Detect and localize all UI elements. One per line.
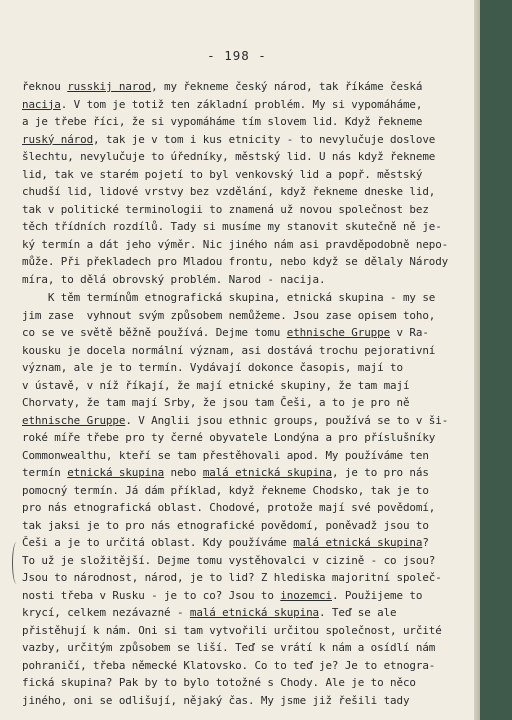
text-segment: jim zase vyhnout svým způsobem nemůžeme. Jsou zase opisem toho, [22,308,436,322]
underlined-term: etnická skupina [67,466,165,479]
text-segment: . V tom je totiž ten základní problém. My si vypomáháme, [60,97,423,111]
text-line [22,183,462,201]
margin-bracket-mark [12,542,21,584]
underlined-term: malá etnická skupina [293,536,423,549]
text-segment: řeknou [22,80,68,93]
text-line [22,113,462,131]
text-segment: co se ve světě běžně používá. Dejme tomu [22,326,287,339]
text-line [22,639,462,657]
text-segment: nebo [164,466,203,479]
text-segment: v ústavě, v níž říkají, že mají etnické skupiny, že tam mají [22,378,410,392]
text-segment: chudší lid, lidové vrstvy bez vzdělání, když řekneme dneske lid, [22,185,436,198]
underlined-term: russkij narod [67,80,152,93]
text-line [22,377,462,395]
text-line [22,166,462,184]
text-segment: , je to pro nás [331,466,429,479]
text-segment: pohraničí, třeba německé Klatovsko. Co to teď je? Je to etnogra- [22,658,436,672]
text-segment: Commonwealthu, kteří se tam přestěhovali apod. My používáme ten [22,448,429,462]
text-segment: v Ra- [390,326,429,339]
text-segment: pomocný termín. Já dám příklad, když řekneme Chodsko, tak je to [22,483,429,497]
underlined-term: ethnische Gruppe [286,326,391,339]
text-segment: . Teď se ale [319,606,397,619]
text-line [22,148,462,166]
text-segment: roké míře třebe pro ty černé obyvatele Londýna a pro příslušníky [22,431,436,444]
underlined-term: inozemci [280,588,332,602]
text-line [22,342,462,360]
text-segment: ký termín a dát jeho výměr. Nic jiného nám asi pravděpodobně nepo- [22,237,449,251]
text-segment: tak v politické terminologii to znamená už novou společnost bez [22,202,429,216]
text-line [22,692,462,710]
underlined-term: ethnische Gruppe [22,413,126,427]
text-segment: význam, ale je to termín. Vydávají dokonce časopis, mají to [22,361,403,374]
text-line [22,289,462,307]
text-line [22,447,462,465]
underlined-term: malá etnická skupina [189,606,320,619]
text-segment: nosti třeba v Rusku - je to co? Jsou to [22,588,281,602]
text-line [22,464,462,482]
text-line [22,482,462,500]
text-line [22,534,462,552]
text-line [22,552,462,570]
text-segment: šlechtu, nevylučuje to úředníky, městský lid. U nás když řekneme [22,150,436,163]
text-line [22,131,462,149]
text-segment: , tak je v tom i kus etnicity - to nevylučuje doslove [93,132,436,146]
text-segment: vazby, určitým způsobem se liší. Teď se vrátí k nám a osídlí nám [22,641,436,654]
text-line [22,622,462,640]
text-line [22,271,462,289]
text-segment: fická skupina? Pak by to bylo totožné s Chody. Ale je to něco [22,676,416,689]
text-line [22,517,462,535]
text-segment: krycí, celkem nezávazné - [22,606,190,619]
text-line [22,201,462,219]
text-segment: , my řekneme český národ, tak říkáme česká [151,80,423,93]
underlined-term: ruský národ [22,132,94,146]
text-line [22,412,462,430]
text-line [22,218,462,236]
text-segment: těch třídních rozdílů. Tady si musíme my stanovit skutečně ně je- [22,220,442,233]
text-line [22,657,462,675]
text-line [22,307,462,325]
text-line [22,394,462,412]
page-edge [474,0,480,720]
text-segment: přistěhují k nám. Oni si tam vytvořili určitou společnost, určité [22,623,442,637]
text-segment: termín [22,466,68,479]
text-segment: může. Při překladech pro Mladou frontu, nebo když se dělaly Národy [22,255,449,268]
paragraph-1 [22,78,462,288]
text-line [22,499,462,517]
text-line [22,253,462,271]
text-line [22,429,462,447]
underlined-term: nacija [22,97,61,111]
text-segment: jiného, oni se odlišují, nějaký čas. My jsme již řešili tady [22,693,410,707]
text-line [22,324,462,342]
text-segment: . V Anglii jsou ethnic groups, používá se to v ši- [125,413,449,427]
text-line [22,569,462,587]
text-segment: a je třebe říci, že si vypomáháme tím slovem lid. Když řekneme [22,115,423,128]
text-line [22,236,462,254]
text-segment: tak jaksi je to pro nás etnografické povědomí, poněvadž jsou to [22,518,429,532]
page-number: - 198 - [207,48,267,63]
text-line [22,604,462,622]
text-segment: Jsou to národnost, národ, je to lid? Z hlediska majoritní společ- [22,571,442,584]
text-segment: K těm termínům etnografická skupina, etnická skupina - my se [22,291,436,304]
text-segment: pro nás etnografická oblast. Chodové, protože mají své povědomí, [22,501,436,514]
text-segment: míra, to dělá obrovský problém. Narod - nacija. [22,272,326,286]
text-line [22,587,462,605]
text-segment: lid, tak ve starém pojetí to byl venkovský lid a popř. městský [22,167,423,181]
text-line [22,674,462,692]
text-segment: To už je složitější. Dejme tomu vystěhovalci v cizině - co jsou? [22,553,436,567]
text-segment: ? [422,536,429,549]
text-line [22,78,462,96]
text-segment: . Použijeme to [331,588,423,602]
text-line [22,96,462,114]
paragraph-2 [22,289,462,709]
text-segment: Chorvaty, že tam mají Srby, že jsou tam Češi, a to je pro ně [22,396,410,409]
text-segment: kousku je docela normální význam, asi dostává trochu pejorativní [22,343,436,357]
text-line [22,359,462,377]
underlined-term: malá etnická skupina [202,466,332,479]
text-segment: Češi a je to určitá oblast. Kdy používáme [22,536,294,549]
